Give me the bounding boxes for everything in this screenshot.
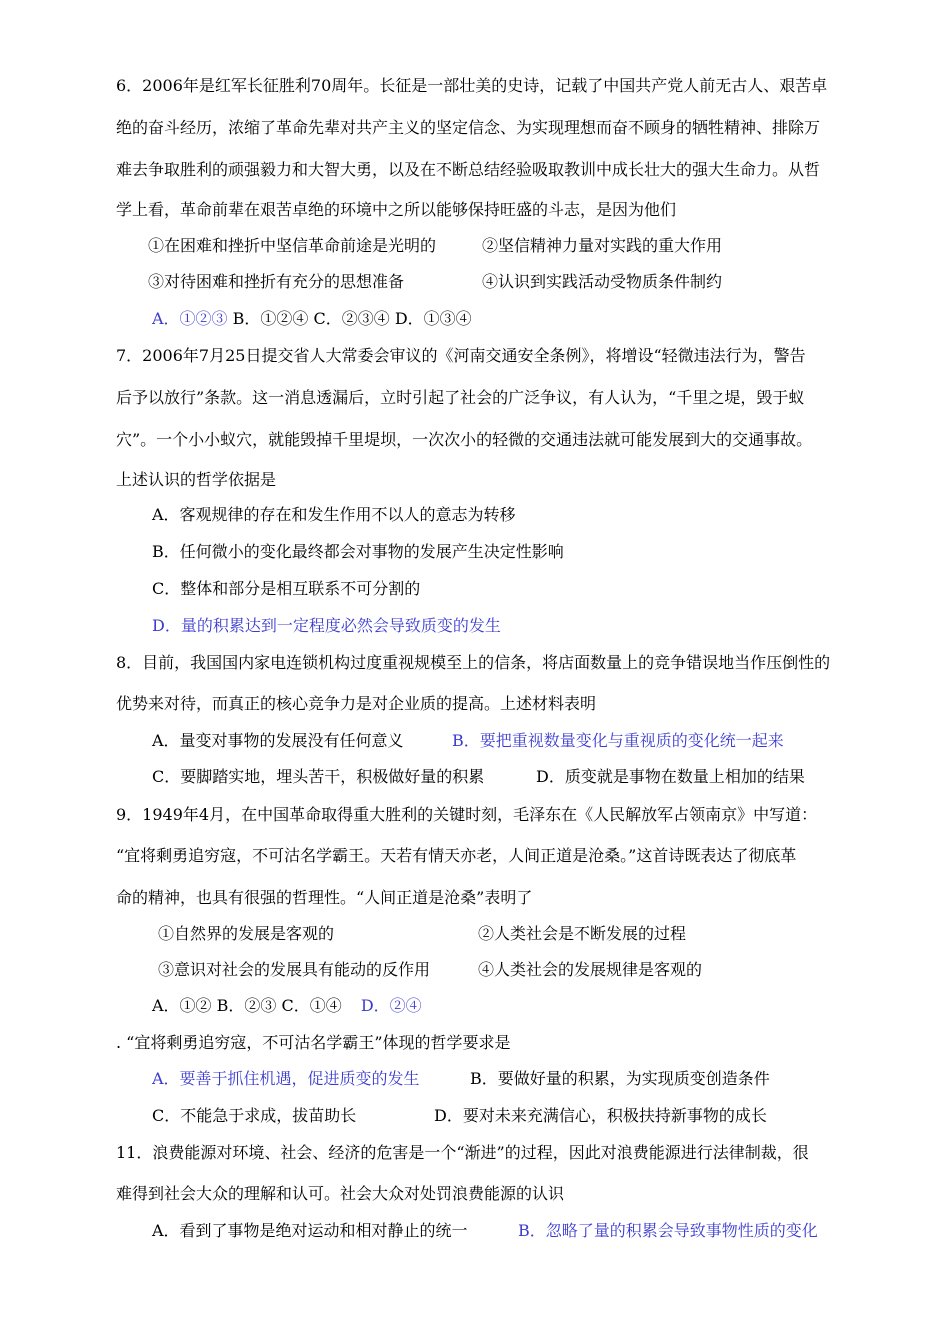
- q7-stem-line-4: 上述认识的哲学依据是: [116, 470, 277, 489]
- q8-choice-c: C．要脚踏实地，埋头苦干，积极做好量的积累: [152, 767, 485, 786]
- q8-stem-line-2: 优势来对待，而真正的核心竞争力是对企业质的提高。上述材料表明: [116, 694, 597, 713]
- q7-answer-choice-d: D．量的积累达到一定程度必然会导致质变的发生: [152, 616, 501, 635]
- q6-item-4: ④认识到实践活动受物质条件制约: [482, 272, 723, 291]
- q9-item-3: ③意识对社会的发展具有能动的反作用: [158, 960, 431, 979]
- q11-choice-a: A．看到了事物是绝对运动和相对静止的统一: [152, 1221, 468, 1240]
- q10-choice-b: B．要做好量的积累，为实现质变创造条件: [470, 1069, 770, 1088]
- q7-choice-c: C．整体和部分是相互联系不可分割的: [152, 579, 421, 598]
- q9-item-1: ①自然界的发展是客观的: [158, 924, 335, 943]
- q8-answer-choice-b: B．要把重视数量变化与重视质的变化统一起来: [452, 731, 784, 750]
- q6-answer-choice-a: A．①②③: [152, 309, 228, 328]
- q6-item-3: ③对待困难和挫折有充分的思想准备: [148, 272, 405, 291]
- q11-answer-choice-b: B．忽略了量的积累会导致事物性质的变化: [518, 1221, 818, 1240]
- q6-item-2: ②坚信精神力量对实践的重大作用: [482, 236, 723, 255]
- q10-stem-line: . “宜将剩勇追穷寇，不可沽名学霸王”体现的哲学要求是: [116, 1033, 511, 1052]
- q9-stem-line-2: “宜将剩勇追穷寇，不可沽名学霸王。天若有情天亦老，人间正道是沧桑。”这首诗既表达了彻底革: [116, 846, 797, 865]
- q11-stem-line-2: 难得到社会大众的理解和认可。社会大众对处罚浪费能源的认识: [116, 1184, 565, 1203]
- q11-stem-line-1: 11．浪费能源对环境、社会、经济的危害是一个“渐进”的过程，因此对浪费能源进行法律制裁，很: [116, 1143, 809, 1162]
- q10-choice-d: D．要对未来充满信心，积极扶持新事物的成长: [434, 1106, 767, 1125]
- q6-item-1: ①在困难和挫折中坚信革命前途是光明的: [148, 236, 437, 255]
- q9-stem-line-3: 命的精神，也具有很强的哲理性。“人间正道是沧桑”表明了: [116, 888, 533, 907]
- q7-stem-line-1: 7．2006年7月25日提交省人大常委会审议的《河南交通安全条例》，将增设“轻微违法行为，警告: [116, 346, 806, 365]
- q8-choice-d: D．质变就是事物在数量上相加的结果: [536, 767, 805, 786]
- q8-stem-line-1: 8．目前，我国国内家电连锁机构过度重视规模至上的信条，将店面数量上的竞争错误地当作压倒性的: [116, 653, 831, 672]
- q9-choices-line: [152, 996, 422, 1016]
- q7-stem-line-2: 后予以放行”条款。这一消息透漏后，立时引起了社会的广泛争议，有人认为，“千里之堤，毁于蚁: [116, 388, 805, 407]
- q6-choices-line: [152, 309, 472, 329]
- q7-choice-b: B．任何微小的变化最终都会对事物的发展产生决定性影响: [152, 542, 564, 561]
- q7-stem-line-3: 穴”。一个小小蚁穴，就能毁掉千里堤坝，一次次小的轻微的交通违法就可能发展到大的交通事故。: [116, 430, 813, 449]
- q6-stem-line-2: 绝的奋斗经历，浓缩了革命先辈对共产主义的坚定信念、为实现理想而奋不顾身的牺牲精神、排除万: [116, 118, 821, 137]
- q9-item-4: ④人类社会的发展规律是客观的: [478, 960, 703, 979]
- q10-choice-c: C．不能急于求成，拔苗助长: [152, 1106, 357, 1125]
- q7-choice-a: A．客观规律的存在和发生作用不以人的意志为转移: [152, 505, 516, 524]
- q9-answer-choice-d: D．②④: [360, 996, 422, 1015]
- q8-choice-a: A．量变对事物的发展没有任何意义: [152, 731, 404, 750]
- q6-choices-rest: B．①②④ C．②③④ D．①③④: [232, 309, 472, 328]
- q9-stem-line-1: 9．1949年4月，在中国革命取得重大胜利的关键时刻，毛泽东在《人民解放军占领南京》中写道：: [116, 805, 818, 824]
- q9-choices-rest: A．①② B．②③ C．①④: [152, 996, 342, 1015]
- q6-stem-line-3: 难去争取胜利的顽强毅力和大智大勇，以及在不断总结经验吸取教训中成长壮大的强大生命力。从哲: [116, 160, 821, 179]
- q10-answer-choice-a: A．要善于抓住机遇，促进质变的发生: [152, 1069, 420, 1088]
- q6-stem-line-1: 6．2006年是红军长征胜利70周年。长征是一部壮美的史诗，记载了中国共产党人前无古人、艰苦卓: [116, 76, 828, 95]
- q6-stem-line-4: 学上看，革命前辈在艰苦卓绝的环境中之所以能够保持旺盛的斗志，是因为他们: [116, 200, 677, 219]
- q9-item-2: ②人类社会是不断发展的过程: [478, 924, 687, 943]
